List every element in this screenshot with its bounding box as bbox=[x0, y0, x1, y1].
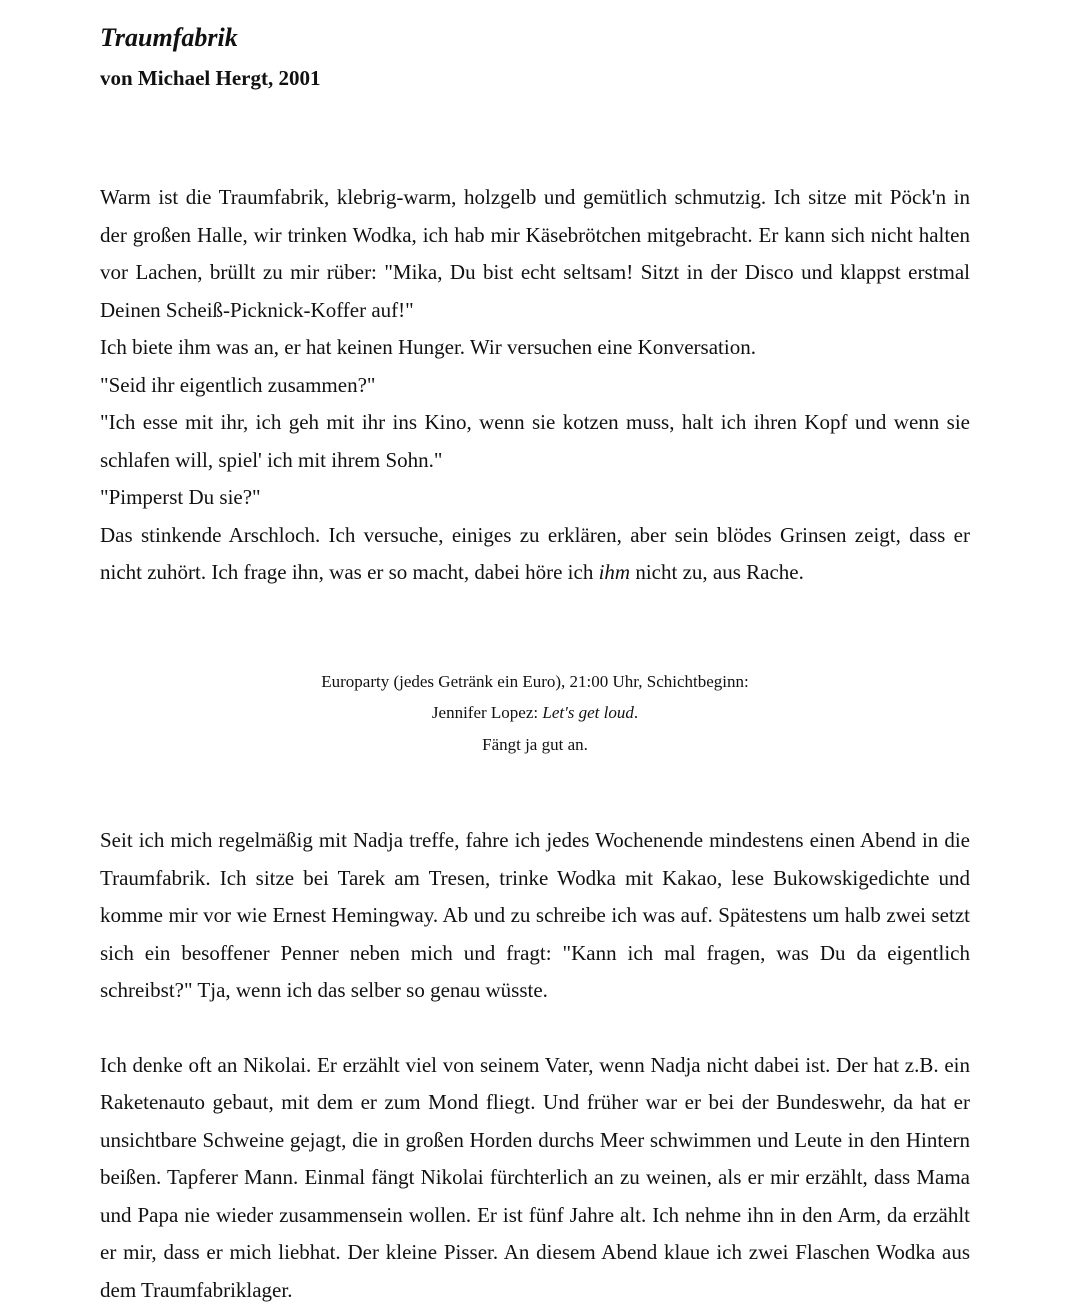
interlude-line: Europarty (jedes Getränk ein Euro), 21:00 Uhr, Schichtbeginn: bbox=[321, 671, 749, 691]
song-title: Let's get loud bbox=[542, 703, 634, 722]
dialogue-line: "Seid ihr eigentlich zusammen?" bbox=[100, 372, 376, 397]
emphasis-text: ihm bbox=[598, 560, 631, 584]
story-title: Traumfabrik bbox=[100, 23, 238, 52]
paragraph-line: Warm ist die Traumfabrik, klebrig-warm, holzgelb und gemütlich schmutzig. Ich sitze mit Pöck'n in der großen Halle, wir trinken Wodka, ich hab mir Käsebrötchen mitgebracht. Er kann sich nicht halten vor Lachen, brüllt zu mir rüber: "Mika, Du bist echt seltsam! Sitzt in der Disco und klappst erstmal Deinen Scheiß-Picknick-Koffer auf!" bbox=[100, 185, 970, 322]
dialogue-line: "Ich esse mit ihr, ich geh mit ihr ins Kino, wenn sie kotzen muss, halt ich ihren Kopf und wenn sie schlafen will, spiel' ich mit ihrem Sohn." bbox=[100, 410, 970, 472]
paragraph-nadja: Seit ich mich regelmäßig mit Nadja treffe, fahre ich jedes Wochenende mindestens einen Abend in die Traumfabrik. Ich sitze bei Tarek am Tresen, trinke Wodka mit Kakao, lese Bukowskigedichte und komme mir vor wie Ernest Hemingway. Ab und zu schreibe ich was auf. Spätestens um halb zwei setzt sich ein besoffener Penner neben mich und fragt: "Kann ich mal fragen, was Du da eigentlich schreibst?" Tja, wenn ich das selber so genau wüsste. bbox=[100, 828, 970, 1002]
text-run: nicht zu, aus Rache. bbox=[630, 560, 804, 584]
text-run: . bbox=[633, 703, 639, 722]
author-byline: von Michael Hergt, 2001 bbox=[100, 66, 321, 90]
dialogue-line: "Pimperst Du sie?" bbox=[100, 485, 261, 509]
interlude-line bbox=[100, 697, 970, 729]
text-run: Jennifer Lopez: bbox=[431, 703, 543, 722]
interlude-block bbox=[100, 666, 970, 761]
paragraph-nikolai: Ich denke oft an Nikolai. Er erzählt viel von seinem Vater, wenn Nadja nicht dabei ist. Der hat z.B. ein Raketenauto gebaut, mit dem er zum Mond fliegt. Und früher war er bei der Bundeswehr, da hat er unsichtbare Schweine gejagt, die in großen Horden durchs Meer schwimmen und Leute in den Hintern beißen. Tapferer Mann. Einmal fängt Nikolai fürchterlich an zu weinen, als er mir erzählt, dass Mama und Papa nie wieder zusammensein wollen. Er ist fünf Jahre alt. Ich nehme ihn in den Arm, da erzählt er mir, dass er mich liebhat. Der kleine Pisser. An diesem Abend klaue ich zwei Flaschen Wodka aus dem Traumfabriklager. bbox=[100, 1052, 970, 1302]
interlude-line: Fängt ja gut an. bbox=[482, 734, 588, 754]
paragraph-line: Ich biete ihm was an, er hat keinen Hunger. Wir versuchen eine Konversation. bbox=[100, 335, 756, 359]
text-run: Das stinkende Arschloch. Ich versuche, einiges zu erklären, aber sein blödes Grinsen zeigt, dass er nicht zuhört. Ich frage ihn, was er so macht, dabei höre ich bbox=[100, 522, 970, 584]
paragraph-opening bbox=[100, 179, 970, 592]
paragraph-line bbox=[100, 517, 970, 592]
